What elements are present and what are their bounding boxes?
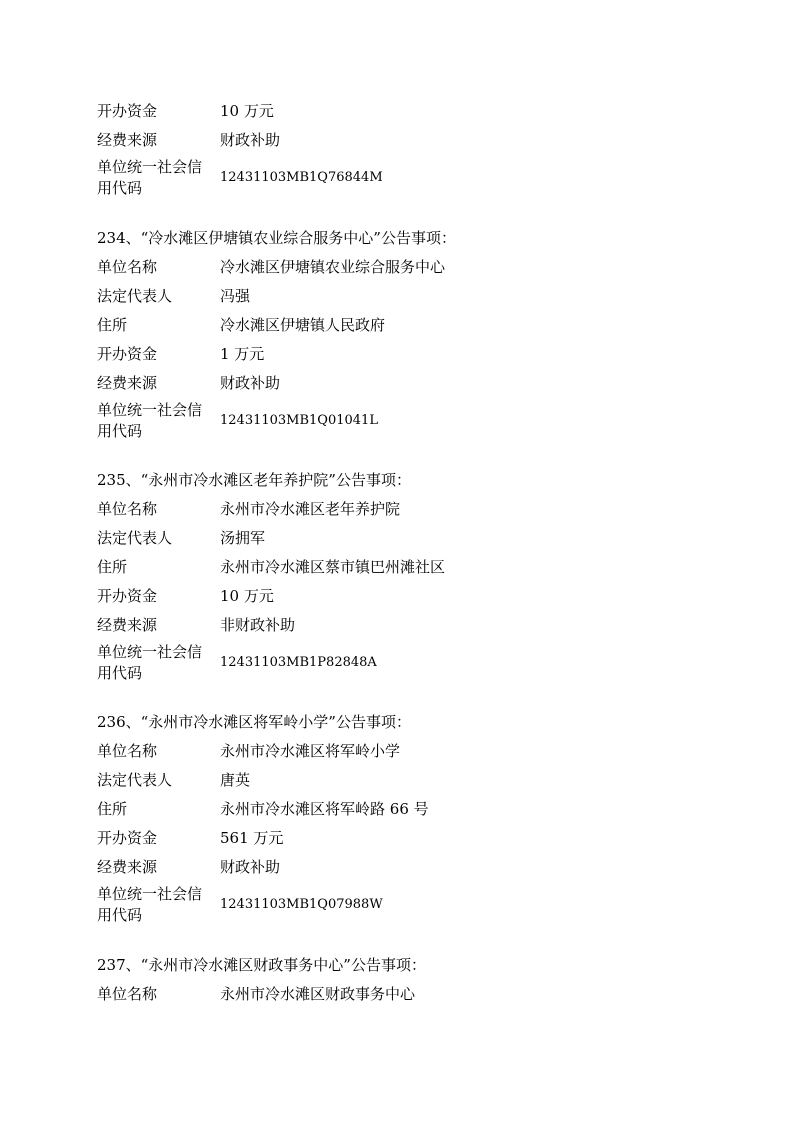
name-value: 冷水滩区伊塘镇农业综合服务中心 xyxy=(220,258,446,276)
source-value: 财政补助 xyxy=(220,858,281,876)
name-label: 单位名称 xyxy=(97,258,158,276)
name-value: 永州市冷水滩区将军岭小学 xyxy=(220,742,401,760)
funding-label: 开办资金 xyxy=(97,102,158,120)
code-label xyxy=(97,642,215,684)
entry-heading: 237、“永州市冷水滩区财政事务中心”公告事项： xyxy=(97,956,426,974)
addr-value: 永州市冷水滩区将军岭路 66 号 xyxy=(220,800,429,818)
name-label: 单位名称 xyxy=(97,985,158,1003)
code-label-line-2: 用代码 xyxy=(97,179,143,197)
addr-label: 住所 xyxy=(97,558,128,576)
rep-label: 法定代表人 xyxy=(97,529,173,547)
funding-label: 开办资金 xyxy=(97,345,158,363)
code-label-line-2: 用代码 xyxy=(97,906,143,924)
name-value: 永州市冷水滩区老年养护院 xyxy=(220,500,401,518)
addr-label: 住所 xyxy=(97,800,128,818)
entry-heading: 234、“冷水滩区伊塘镇农业综合服务中心”公告事项： xyxy=(97,229,456,247)
name-label: 单位名称 xyxy=(97,742,158,760)
funding-label: 开办资金 xyxy=(97,829,158,847)
entry-heading: 236、“永州市冷水滩区将军岭小学”公告事项： xyxy=(97,713,411,731)
code-label xyxy=(97,157,215,199)
name-label: 单位名称 xyxy=(97,500,158,518)
rep-label: 法定代表人 xyxy=(97,287,173,305)
funding-value: 10 万元 xyxy=(220,587,274,605)
funding-value: 561 万元 xyxy=(220,829,284,847)
source-value: 财政补助 xyxy=(220,131,281,149)
funding-label: 开办资金 xyxy=(97,587,158,605)
code-label-line-1: 单位统一社会信 xyxy=(97,158,203,176)
source-label: 经费来源 xyxy=(97,616,158,634)
code-value: 12431103MB1P82848A xyxy=(220,655,377,670)
code-label-line-2: 用代码 xyxy=(97,664,143,682)
code-value: 12431103MB1Q76844M xyxy=(220,170,383,185)
code-label-line-1: 单位统一社会信 xyxy=(97,643,203,661)
code-value: 12431103MB1Q07988W xyxy=(220,897,383,912)
code-label xyxy=(97,884,215,926)
addr-value: 永州市冷水滩区蔡市镇巴州滩社区 xyxy=(220,558,446,576)
code-value: 12431103MB1Q01041L xyxy=(220,413,378,428)
addr-value: 冷水滩区伊塘镇人民政府 xyxy=(220,316,386,334)
rep-value: 唐英 xyxy=(220,771,251,789)
rep-label: 法定代表人 xyxy=(97,771,173,789)
code-label-line-1: 单位统一社会信 xyxy=(97,885,203,903)
code-label-line-2: 用代码 xyxy=(97,422,143,440)
name-value: 永州市冷水滩区财政事务中心 xyxy=(220,985,416,1003)
source-value: 非财政补助 xyxy=(220,616,296,634)
code-label xyxy=(97,400,215,442)
entry-heading: 235、“永州市冷水滩区老年养护院”公告事项： xyxy=(97,471,411,489)
funding-value: 1 万元 xyxy=(220,345,265,363)
funding-value: 10 万元 xyxy=(220,102,274,120)
rep-value: 汤拥军 xyxy=(220,529,266,547)
addr-label: 住所 xyxy=(97,316,128,334)
rep-value: 冯强 xyxy=(220,287,251,305)
code-label-line-1: 单位统一社会信 xyxy=(97,401,203,419)
source-label: 经费来源 xyxy=(97,858,158,876)
source-label: 经费来源 xyxy=(97,131,158,149)
source-value: 财政补助 xyxy=(220,374,281,392)
source-label: 经费来源 xyxy=(97,374,158,392)
